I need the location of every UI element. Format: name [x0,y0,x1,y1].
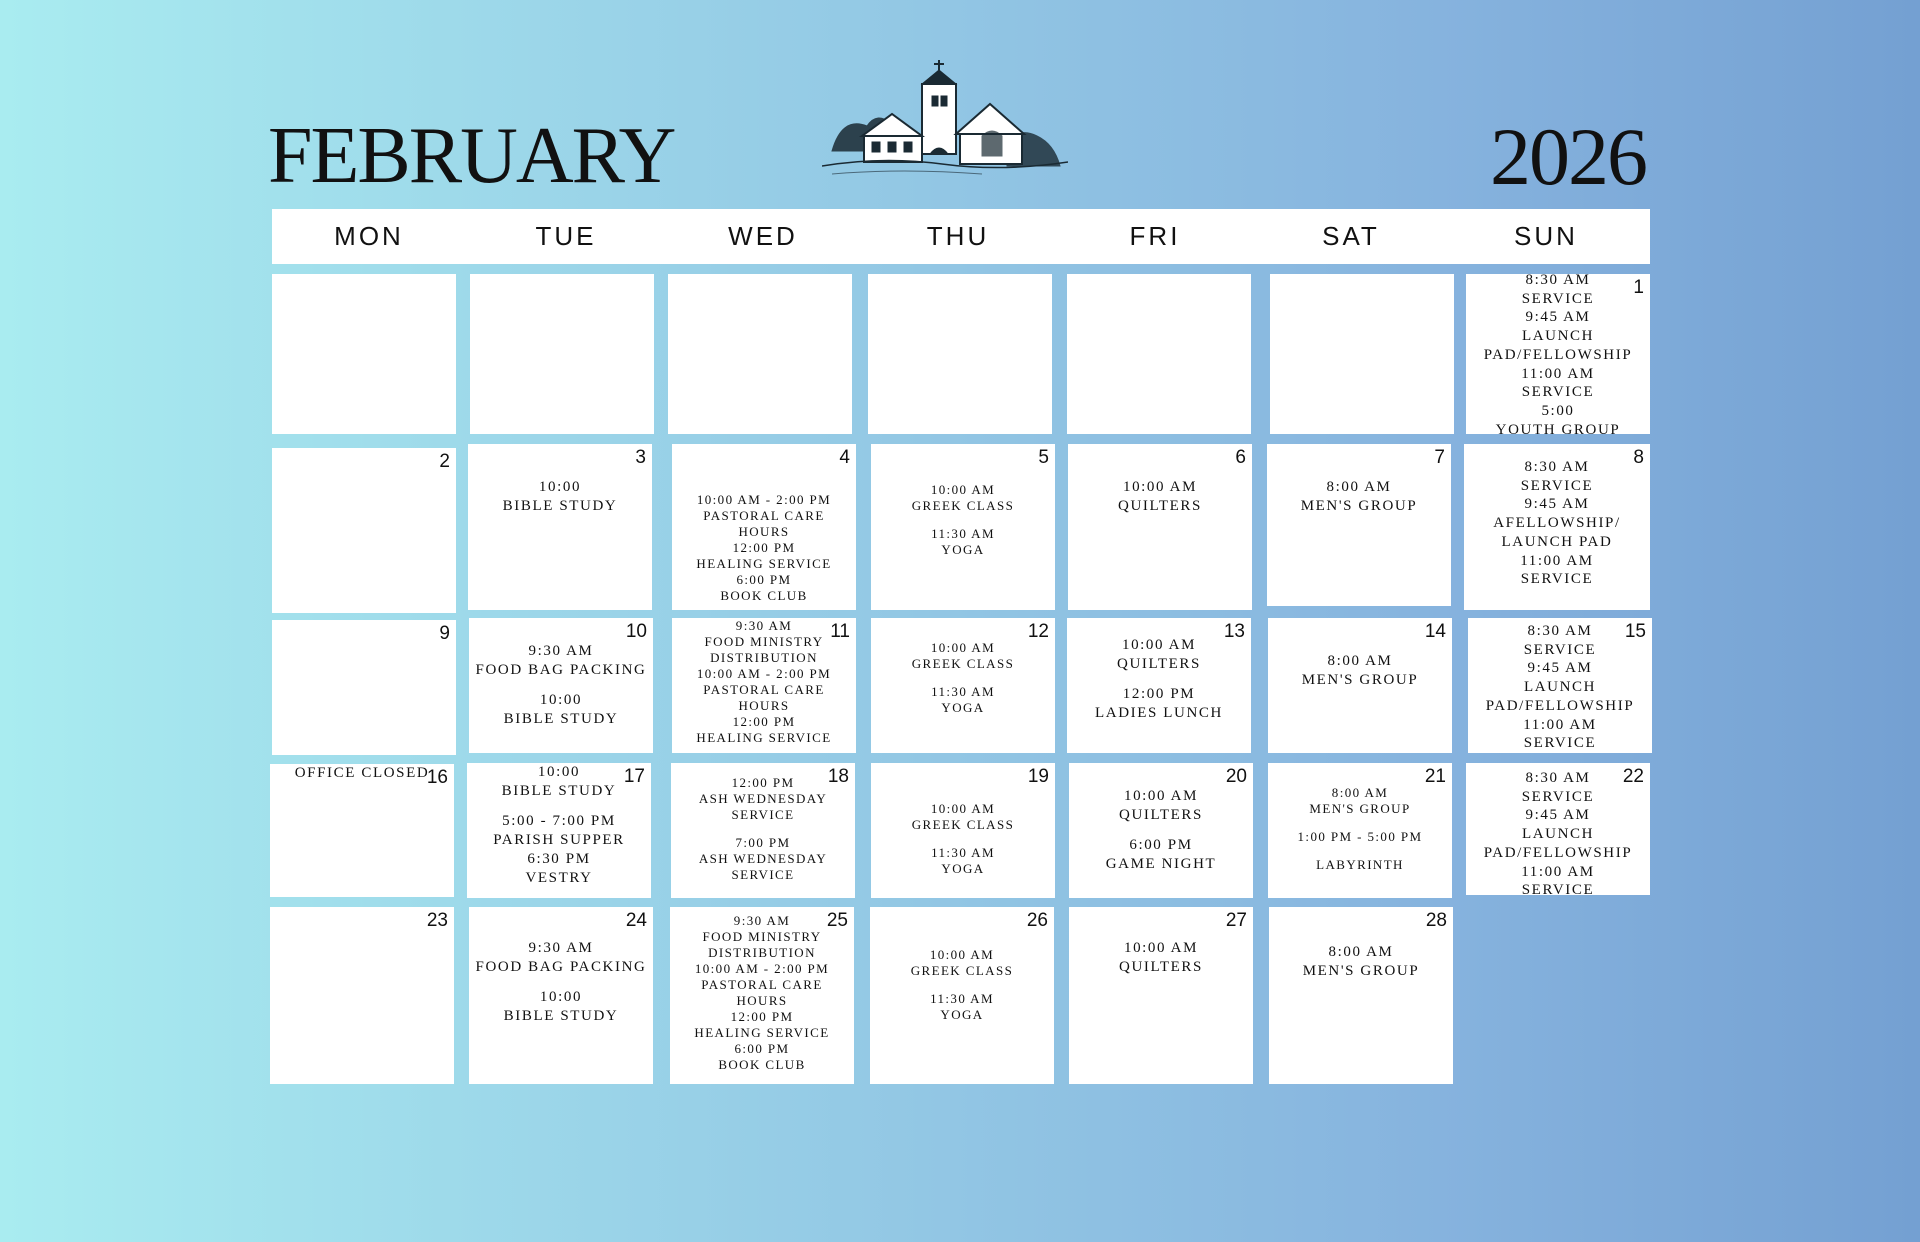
event-line: 9:30 AM [733,913,791,928]
event-line: 10:00 AM [929,947,995,962]
event-line [873,672,1053,684]
day-number: 24 [625,910,647,931]
event-line: 10:00 AM [1122,479,1198,495]
day-cell-w4-wed[interactable] [671,763,855,898]
event-line: 11:30 AM [931,526,995,541]
day-cell-w4-fri[interactable] [1069,763,1253,898]
event-line: PAD/FELLOWSHIP [1483,346,1633,363]
church-illustration [822,56,1068,194]
event-line: HEALING SERVICE [696,556,832,571]
event-line: 10:00 AM - 2:00 PM [696,492,832,507]
day-cell-w1-fri[interactable] [1067,274,1251,434]
event-line: 12:00 PM [732,540,796,555]
event-line: 11:30 AM [931,684,995,699]
event-line: 11:00 AM [1523,716,1597,733]
day-events [1470,622,1650,753]
day-events [673,775,853,883]
day-events [1468,274,1648,434]
event-line: BOOK CLUB [718,1057,806,1072]
event-line: PAD/FELLOWSHIP [1483,844,1633,861]
event-line: 9:30 AM [735,618,793,633]
day-cell-w3-wed[interactable] [672,618,856,753]
event-line: GREEK CLASS [911,498,1015,513]
event-line: 12:00 PM [732,714,796,729]
day-cell-w2-sat[interactable] [1267,444,1451,606]
weekday-thu: THU [926,221,990,251]
event-line: 8:30 AM [1525,770,1591,786]
event-line: YOGA [941,861,985,876]
event-line: 10:00 [539,989,583,1006]
event-line: YOGA [940,1007,984,1022]
day-number: 17 [623,766,645,787]
event-line: 8:00 AM [1331,785,1389,800]
day-cell-w4-thu[interactable] [871,763,1055,898]
day-events [873,482,1053,558]
event-line: PAD/FELLOWSHIP [1485,697,1635,714]
event-line: YOGA [941,700,985,715]
day-events [1468,769,1648,895]
day-number: 12 [1027,621,1049,642]
day-number: 18 [827,766,849,787]
day-cell-w4-sat[interactable] [1268,763,1452,898]
event-line: BOOK CLUB [720,588,808,603]
event-line: 10:00 AM [1123,940,1199,956]
event-line: SERVICE [731,867,795,882]
weekday-sat: SAT [1322,221,1380,251]
event-line: 10:00 AM [930,482,996,497]
day-cell-w4-mon[interactable] [270,764,454,897]
event-line: SERVICE [1521,384,1595,401]
event-line: 11:00 AM [1521,365,1595,382]
event-line: MEN'S GROUP [1309,801,1411,816]
event-line: 6:30 PM [527,850,591,867]
event-line [471,679,651,691]
event-line: SERVICE [1520,477,1594,494]
month-title: FEBRUARY [268,112,675,200]
day-cell-w3-sun[interactable] [1468,618,1652,753]
day-number: 14 [1424,621,1446,642]
event-line: MEN'S GROUP [1301,671,1419,688]
day-cell-w2-wed[interactable] [672,444,856,610]
event-line: 10:00 [539,692,583,709]
event-line: ASH WEDNESDAY [698,791,828,806]
weekday-header [272,209,1650,264]
event-line: 8:30 AM [1525,274,1591,288]
day-cell-w2-sun[interactable] [1464,444,1650,610]
event-line: HOURS [738,524,790,539]
event-line: GREEK CLASS [911,817,1015,832]
event-line: AFELLOWSHIP/ [1493,515,1621,532]
event-line: FOOD MINISTRY [702,929,822,944]
day-number: 21 [1424,766,1446,787]
event-line: DISTRIBUTION [710,650,818,665]
event-line: LABYRINTH [1316,857,1404,872]
event-line: 10:00 [538,479,582,495]
weekday-sun: SUN [1514,221,1578,251]
event-line: QUILTERS [1117,655,1201,672]
day-cell-w2-mon[interactable] [272,448,456,613]
day-number: 25 [826,910,848,931]
event-line: 11:30 AM [930,991,994,1006]
day-cell-w5-wed[interactable] [670,907,854,1084]
event-line: HEALING SERVICE [694,1025,830,1040]
day-events [873,640,1053,716]
event-line: LAUNCH [1521,826,1595,843]
event-line: SERVICE [1523,641,1597,658]
day-number: 9 [439,623,450,644]
event-line: FOOD BAG PACKING [475,661,647,678]
weekday-tue: TUE [535,221,597,251]
event-line: BIBLE STUDY [503,1008,619,1025]
event-line: HOURS [736,993,788,1008]
event-line: LADIES LUNCH [1095,705,1223,722]
event-line: 8:30 AM [1524,459,1590,475]
day-events [469,763,649,887]
event-line: ASH WEDNESDAY [698,851,828,866]
day-cell-w5-fri[interactable] [1069,907,1253,1084]
event-line [873,514,1053,526]
day-cell-w2-thu[interactable] [871,444,1055,610]
event-line: 5:00 [1541,402,1575,419]
day-events [1071,939,1251,976]
event-line: 10:00 AM [1121,637,1197,653]
event-line: LAUNCH [1523,679,1597,696]
event-line: 8:00 AM [1326,479,1392,495]
day-number: 28 [1425,910,1447,931]
event-line: HOURS [738,698,790,713]
day-events [674,492,854,604]
day-number: 1 [1633,277,1644,298]
weekday-mon: MON [334,221,404,251]
day-cell-w4-sun[interactable] [1466,763,1650,895]
event-line [471,976,651,988]
event-line: SERVICE [1521,882,1595,895]
day-number: 10 [625,621,647,642]
event-line: 6:00 PM [736,572,792,587]
day-number: 16 [426,767,448,788]
day-number: 4 [839,447,850,468]
event-line [1270,817,1450,829]
event-line: 9:45 AM [1524,496,1590,513]
day-number: 23 [426,910,448,931]
event-line: PASTORAL CARE [701,977,823,992]
event-line [1071,824,1251,836]
day-events [1271,943,1451,980]
day-events [1269,478,1449,515]
event-line: 10:00 AM - 2:00 PM [696,666,832,681]
event-line: 12:00 PM [731,775,795,790]
event-line: 10:00 AM - 2:00 PM [694,961,830,976]
event-line: DISTRIBUTION [708,945,816,960]
event-line: 6:00 PM [734,1041,790,1056]
day-cell-w5-sat[interactable] [1269,907,1453,1084]
event-line: BIBLE STUDY [503,711,619,728]
day-cell-w1-sun[interactable] [1466,274,1650,434]
day-cell-w3-thu[interactable] [871,618,1055,753]
event-line: 9:30 AM [528,643,594,659]
event-line: 11:30 AM [931,845,995,860]
day-number: 15 [1624,621,1646,642]
event-line: YOUTH GROUP [1495,421,1621,434]
day-events [1270,652,1450,689]
event-line: BIBLE STUDY [502,497,618,514]
event-line: YOGA [941,542,985,557]
event-line: 10:00 AM [1123,788,1199,804]
event-line: 6:00 PM [1129,837,1193,854]
day-number: 6 [1235,447,1246,468]
day-cell-w1-mon[interactable] [272,274,456,434]
event-line: HEALING SERVICE [696,730,832,745]
event-line: 9:30 AM [528,940,594,956]
day-events [471,642,651,729]
day-cell-w3-tue[interactable] [469,618,653,753]
day-number: 8 [1633,447,1644,468]
event-line: FOOD BAG PACKING [475,958,647,975]
day-number: 13 [1223,621,1245,642]
day-events [1070,478,1250,515]
day-number: 20 [1225,766,1247,787]
event-line: FOOD MINISTRY [704,634,824,649]
day-events [1270,785,1450,873]
day-cell-w1-wed[interactable] [668,274,852,434]
day-cell-w4-tue[interactable] [467,763,651,898]
event-line: QUILTERS [1119,806,1203,823]
day-cell-w3-fri[interactable] [1067,618,1251,753]
event-line [1270,845,1450,857]
event-line: 9:45 AM [1525,807,1591,824]
day-number: 22 [1622,766,1644,787]
day-events [1466,458,1648,589]
event-line: 5:00 - 7:00 PM [502,813,616,830]
event-line: OFFICE CLOSED [294,765,430,781]
day-cell-w2-tue[interactable] [468,444,652,610]
day-cell-w5-mon[interactable] [270,907,454,1084]
event-line: QUILTERS [1118,497,1202,514]
event-line [673,823,853,835]
event-line: 9:45 AM [1527,660,1593,677]
event-line: PARISH SUPPER [493,832,625,849]
day-cell-w1-sat[interactable] [1270,274,1454,434]
event-line [872,979,1052,991]
event-line: SERVICE [1521,788,1595,805]
event-line: 11:00 AM [1520,552,1594,569]
event-line: QUILTERS [1119,958,1203,975]
day-events [672,913,852,1073]
event-line: 1:00 PM - 5:00 PM [1297,829,1423,844]
event-line: 10:00 AM [930,640,996,655]
day-number: 19 [1027,766,1049,787]
day-number: 27 [1225,910,1247,931]
event-line: 7:00 PM [735,835,791,850]
year-title: 2026 [1490,111,1646,202]
day-events [872,947,1052,1023]
event-line: 8:00 AM [1328,944,1394,960]
day-cell-w3-sat[interactable] [1268,618,1452,753]
day-cell-w5-thu[interactable] [870,907,1054,1084]
day-cell-w5-tue[interactable] [469,907,653,1084]
event-line: 12:00 PM [730,1009,794,1024]
event-line: 10:00 [537,764,581,780]
day-cell-w1-thu[interactable] [868,274,1052,434]
event-line: SERVICE [1520,571,1594,588]
event-line [469,800,649,812]
day-events [471,939,651,1026]
event-line: BIBLE STUDY [501,782,617,799]
event-line: GREEK CLASS [911,656,1015,671]
weekday-wed: WED [728,221,798,251]
day-events [470,478,650,515]
event-line: GAME NIGHT [1105,856,1217,873]
day-events [272,764,452,783]
event-line: 8:00 AM [1327,653,1393,669]
event-line [1069,673,1249,685]
event-line: PASTORAL CARE [703,682,825,697]
day-number: 7 [1434,447,1445,468]
event-line: 10:00 AM [930,801,996,816]
event-line: SERVICE [731,807,795,822]
event-line: 8:30 AM [1527,623,1593,639]
day-number: 11 [830,621,850,642]
day-cell-w2-fri[interactable] [1068,444,1252,610]
event-line: PASTORAL CARE [703,508,825,523]
day-cell-w1-tue[interactable] [470,274,654,434]
day-number: 3 [635,447,646,468]
day-number: 2 [439,451,450,472]
event-line: SERVICE [1523,735,1597,752]
weekday-fri: FRI [1129,221,1181,251]
event-line: 11:00 AM [1521,863,1595,880]
day-cell-w3-mon[interactable] [272,620,456,755]
day-events [674,618,854,746]
event-line: GREEK CLASS [910,963,1014,978]
day-events [1071,787,1251,874]
event-line: MEN'S GROUP [1300,497,1418,514]
day-events [873,801,1053,877]
event-line: SERVICE [1521,290,1595,307]
day-events [1069,636,1249,723]
event-line: 9:45 AM [1525,309,1591,326]
event-line: MEN'S GROUP [1302,962,1420,979]
event-line: LAUNCH [1521,328,1595,345]
event-line: LAUNCH PAD [1501,533,1613,550]
day-number: 26 [1026,910,1048,931]
event-line: VESTRY [525,869,593,886]
event-line [873,833,1053,845]
day-number: 5 [1038,447,1049,468]
event-line: 12:00 PM [1122,686,1196,703]
